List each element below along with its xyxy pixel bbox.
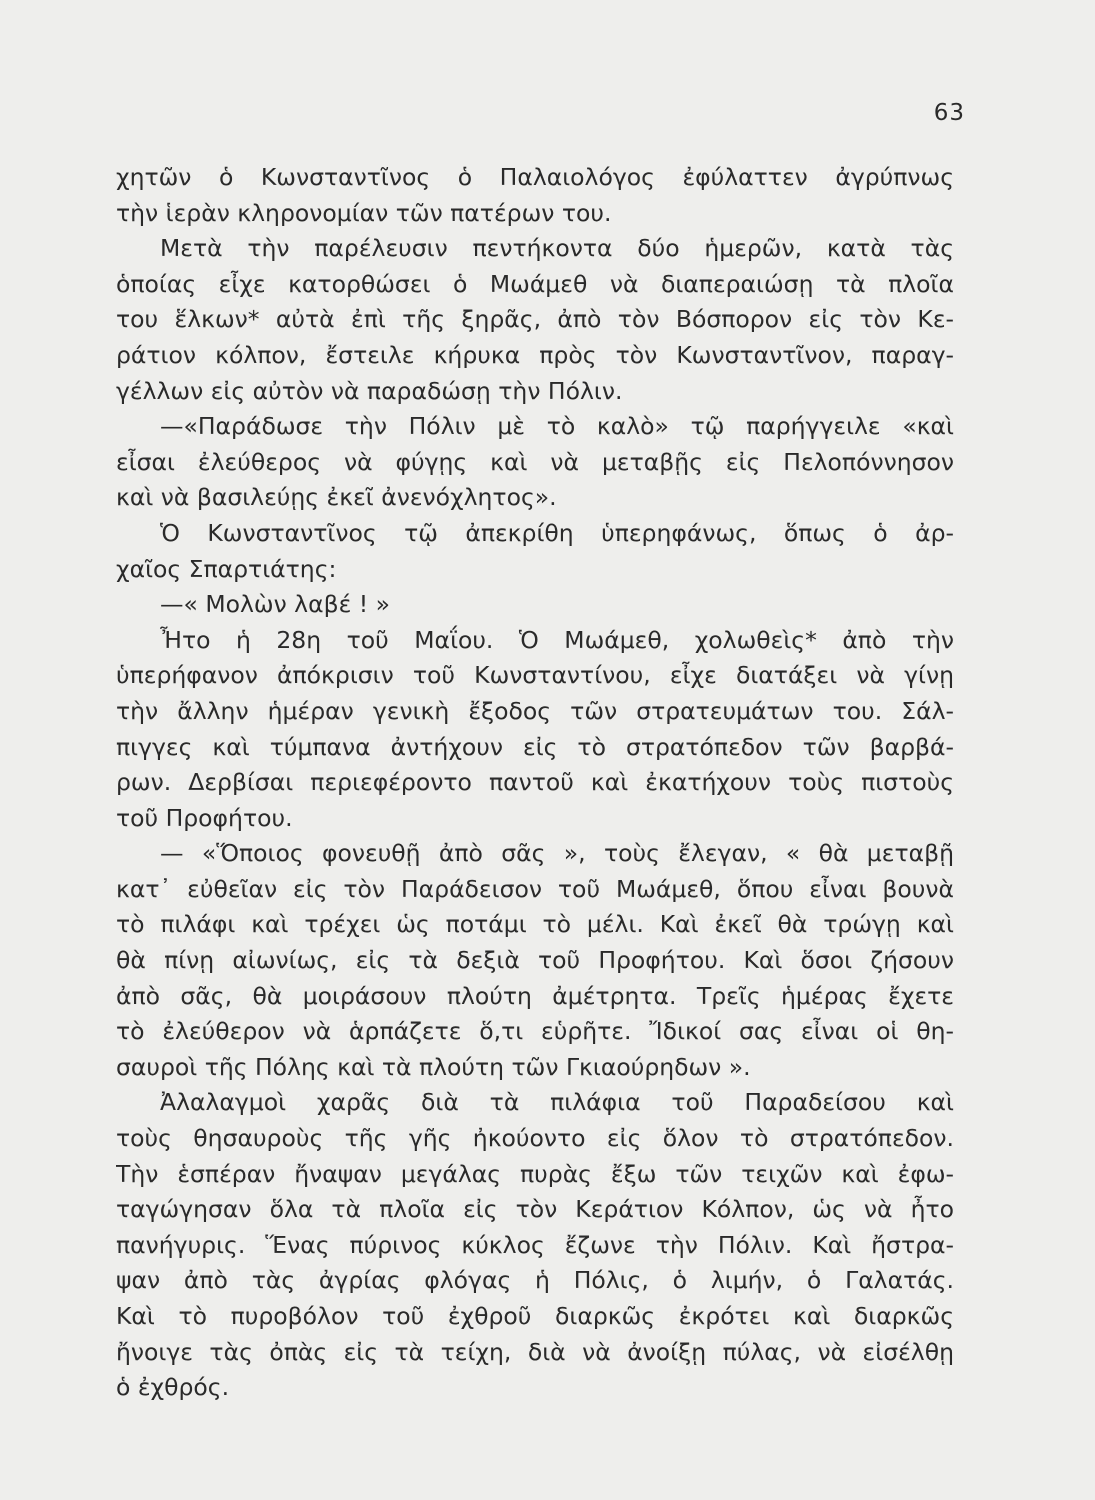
text-line: ὑπερήφανον ἀπόκρισιν τοῦ Κωνσταντίνου, εἶχε διατάξει νὰ γίνῃ [116,661,954,690]
text-line: ψαν ἀπὸ τὰς ἀγρίας φλόγας ἡ Πόλις, ὁ λιμήν, ὁ Γαλατάς. [116,1266,954,1295]
text-line: εἶσαι ἐλεύθερος νὰ φύγῃς καὶ νὰ μεταβῇς εἰς Πελοπόννησον [116,447,954,476]
text-line: Τὴν ἑσπέραν ἤναψαν μεγάλας πυρὰς ἔξω τῶν τειχῶν καὶ ἐφω- [116,1159,954,1188]
text-line: σαυροὶ τῆς Πόλης καὶ τὰ πλούτη τῶν Γκιαούρηδων ». [116,1052,751,1081]
text-line: πανήγυρις. Ἕνας πύρινος κύκλος ἔζωνε τὴν Πόλιν. Καὶ ἤστρα- [116,1230,954,1259]
text-line: ἀπὸ σᾶς, θὰ μοιράσουν πλούτη ἀμέτρητα. Τρεῖς ἡμέρας ἔχετε [116,981,954,1010]
text-line: γέλλων εἰς αὐτὸν νὰ παραδώσῃ τὴν Πόλιν. [116,376,623,405]
text-line: τὸ πιλάφι καὶ τρέχει ὡς ποτάμι τὸ μέλι. Καὶ ἐκεῖ θὰ τρώγῃ καὶ [116,910,954,939]
text-line: πιγγες καὶ τύμπανα ἀντήχουν εἰς τὸ στρατόπεδον τῶν βαρβά- [116,732,954,761]
text-line: χαῖος Σπαρτιάτης: [116,554,337,583]
text-line: —« Μολὼν λαβέ ! » [160,590,391,619]
text-line: χητῶν ὁ Κωνσταντῖνος ὁ Παλαιολόγος ἐφύλαττεν ἀγρύπνως [116,163,954,191]
text-line: κατ᾽ εὐθεῖαν εἰς τὸν Παράδεισον τοῦ Μωάμεθ, ὅπου εἶναι βουνὰ [116,874,954,903]
text-line: θὰ πίνῃ αἰωνίως, εἰς τὰ δεξιὰ τοῦ Προφήτου. Καὶ ὅσοι ζήσουν [116,946,954,975]
text-line: ὁποίας εἶχε κατορθώσει ὁ Μωάμεθ νὰ διαπεραιώσῃ τὰ πλοῖα [116,269,954,298]
body-text [116,160,954,1406]
text-line: ὁ ἐχθρός. [116,1373,230,1402]
text-line: καὶ νὰ βασιλεύῃς ἐκεῖ ἀνενόχλητος». [116,483,557,512]
text-line: —«Παράδωσε τὴν Πόλιν μὲ τὸ καλὸ» τῷ παρήγγειλε «καὶ [160,412,954,441]
text-line: Μετὰ τὴν παρέλευσιν πεντήκοντα δύο ἡμερῶν, κατὰ τὰς [160,234,954,263]
text-line: τὴν ἄλλην ἡμέραν γενικὴ ἔξοδος τῶν στρατευμάτων του. Σάλ- [116,696,954,725]
text-line: ἤνοιγε τὰς ὀπὰς εἰς τὰ τείχη, διὰ νὰ ἀνοίξῃ πύλας, νὰ εἰσέλθῃ [116,1337,954,1366]
text-line: τὸ ἐλεύθερον νὰ ἁρπάζετε ὅ,τι εὑρῆτε. Ἴδικοί σας εἶναι οἱ θη- [116,1017,954,1046]
text-line: Ὁ Κωνσταντῖνος τῷ ἀπεκρίθη ὑπερηφάνως, ὅπως ὁ ἀρ- [160,518,954,547]
page-number: 63 [933,100,965,126]
text-line: ταγώγησαν ὅλα τὰ πλοῖα εἰς τὸν Κεράτιον Κόλπον, ὡς νὰ ἦτο [116,1195,954,1224]
text-line: ράτιον κόλπον, ἔστειλε κήρυκα πρὸς τὸν Κωνσταντῖνον, παραγ- [116,340,954,369]
text-line: — «Ὅποιος φονευθῇ ἀπὸ σᾶς », τοὺς ἔλεγαν, « θὰ μεταβῇ [160,839,954,868]
text-line: τοῦ Προφήτου. [116,803,293,832]
text-line: Ἀλαλαγμοὶ χαρᾶς διὰ τὰ πιλάφια τοῦ Παραδείσου καὶ [160,1088,954,1117]
text-line: τοὺς θησαυροὺς τῆς γῆς ἠκούοντο εἰς ὅλον τὸ στρατόπεδον. [116,1124,954,1153]
text-line: Καὶ τὸ πυροβόλον τοῦ ἐχθροῦ διαρκῶς ἐκρότει καὶ διαρκῶς [116,1302,954,1330]
text-line: Ἦτο ἡ 28η τοῦ Μαΐου. Ὁ Μωάμεθ, χολωθεὶς* ἀπὸ τὴν [160,625,954,654]
text-line: ρων. Δερβίσαι περιεφέροντο παντοῦ καὶ ἐκατήχουν τοὺς πιστοὺς [116,768,954,797]
text-line: του ἕλκων* αὐτὰ ἐπὶ τῆς ξηρᾶς, ἀπὸ τὸν Βόσπορον εἰς τὸν Κε- [116,305,954,334]
text-line: τὴν ἱερὰν κληρονομίαν τῶν πατέρων του. [116,198,612,227]
